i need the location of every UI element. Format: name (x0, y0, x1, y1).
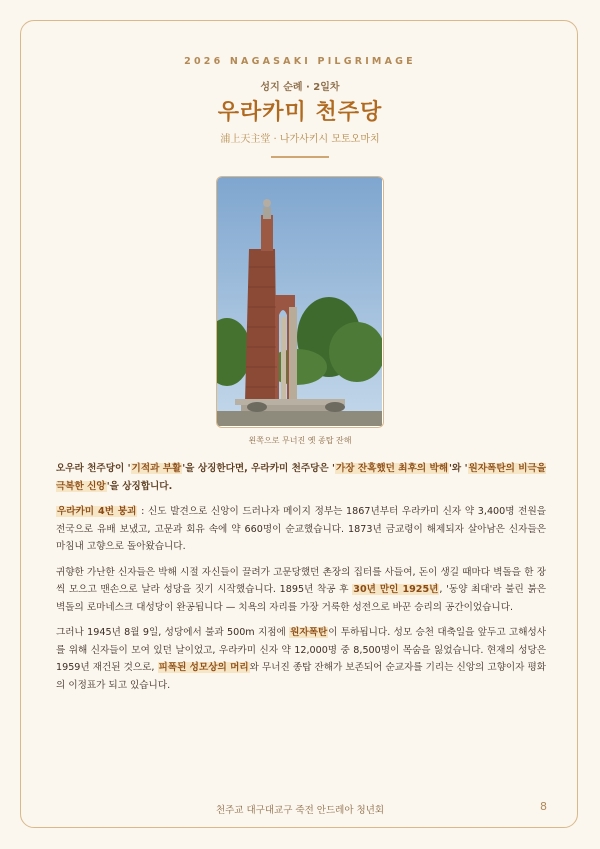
page-title: 우라카미 천주당 (217, 100, 383, 125)
highlight-persecution: 가장 잔혹했던 최후의 박해 (335, 463, 448, 474)
intro-paragraph (56, 460, 546, 495)
highlight-fourth-collapse: 우라카미 4번 붕괴 (57, 506, 137, 517)
highlight-faith: 원자폭탄의 비극을 극복한 신앙 (56, 463, 547, 492)
construction-text: 귀향한 가난한 신자들은 박해 시절 자신들이 끌려가 고문당했던 촌장의 집터를 사들여, 돈이 생길 때마다 벽돌을 한 장씩 모으고 맨손으로 날라 성당을 짓기 시작했습니다. 1895년 착공 후 (56, 566, 546, 595)
bombing-text: 이 투하됩니다. 성모 승천 대축일을 앞두고 고해성사를 위해 신자들이 모여 있던 날이었고, 우라카미 신자 약 12,000명 중 8,500명이 목숨을 잃었습니다. 현재의 성당은 1959년 재건된 것으로, (56, 627, 547, 673)
bombing-text: 그러나 1945년 8월 9일, 성당에서 불과 500m 지점에 (56, 627, 290, 638)
highlight-miracle: 기적과 부활 (131, 463, 182, 474)
intro-text: '을 상징합니다. (106, 480, 173, 492)
intro-text: '을 상징한다면, 우라카미 천주당은 ' (182, 463, 335, 474)
bell-tower-illustration (217, 177, 382, 426)
footer-organization: 천주교 대구대교구 죽전 안드레아 청년회 (215, 805, 385, 816)
construction-paragraph (56, 564, 546, 617)
article-body (56, 460, 546, 702)
title-divider (271, 156, 329, 158)
highlight-atomic-bomb: 원자폭탄 (290, 627, 328, 638)
persecution-paragraph (56, 503, 546, 556)
construction-text: , '동양 최대'라 불린 붉은 벽돌의 로마네스크 대성당이 완공됩니다 — 치욕의 자리를 가장 거룩한 성전으로 바꾼 승리의 공간이었습니다. (56, 584, 547, 613)
intro-text: 오우라 천주당이 ' (56, 463, 131, 474)
ruined-bell-tower-photo (216, 176, 384, 428)
photo-caption: 왼쪽으로 무너진 옛 종탑 잔해 (248, 436, 352, 445)
intro-text: '와 ' (449, 463, 468, 474)
bombing-text: 와 무너진 종탑 잔해가 보존되어 순교자를 기리는 신앙의 고향이자 평화의 이정표가 되고 있습니다. (56, 662, 546, 691)
highlight-completion-year: 30년 만인 1925년 (353, 584, 439, 595)
persecution-text: : 신도 발견으로 신앙이 드러나자 메이지 정부는 1867년부터 우라카미 신자 약 3,400명 전원을 전국으로 유배 보냈고, 고문과 회유 속에 약 660명이 순교했습니다. 1873년 금교령이 해제되자 살아남은 신자들은 마침내 고향으로 돌아왔습니다. (56, 506, 546, 552)
highlight-mary-head: 피폭된 성모상의 머리 (158, 662, 249, 673)
series-title: 2026 NAGASAKI PILGRIMAGE (184, 56, 416, 67)
bombing-paragraph (56, 624, 546, 694)
day-subtitle: 성지 순례 · 2일차 (260, 82, 340, 93)
page-number: 8 (540, 800, 547, 813)
location-line: 浦上天主堂 · 나가사키시 모토오마치 (220, 134, 380, 145)
